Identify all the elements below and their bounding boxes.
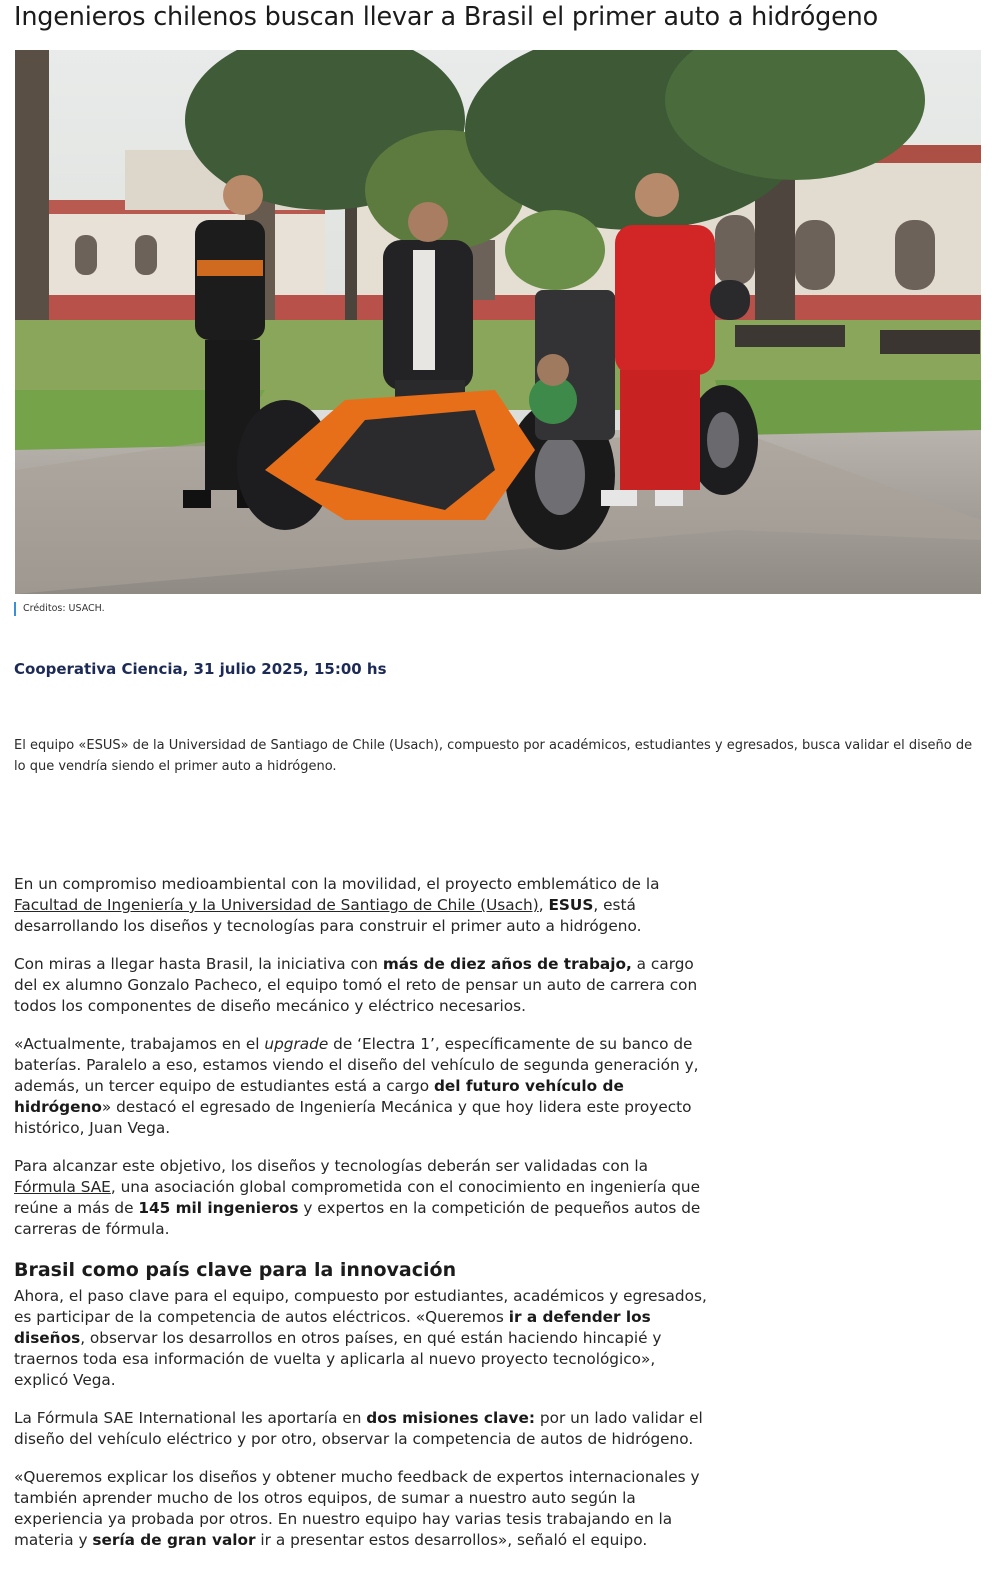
paragraph-text: de ‘Electra 1’, específicamente de su banco de baterías. Paralelo a eso, estamos viendo el diseño del vehículo de segunda generación y, además, un tercer equipo de estudiantes está a cargo bbox=[14, 1035, 699, 1095]
paragraph bbox=[14, 1467, 714, 1551]
bold-text: dos misiones clave: bbox=[366, 1409, 536, 1427]
paragraph-text: y expertos en la competición de pequeños autos de carreras de fórmula. bbox=[14, 1199, 701, 1238]
article-lead: El equipo «ESUS» de la Universidad de Santiago de Chile (Usach), compuesto por académicos, estudiantes y egresados, busca validar el diseño de lo que vendría siendo el primer auto a hidrógeno. bbox=[14, 738, 973, 774]
paragraph bbox=[14, 954, 714, 1017]
paragraph-text: «Actualmente, trabajamos en el bbox=[14, 1035, 265, 1053]
paragraph-text: » destacó el egresado de Ingeniería Mecánica y que hoy lidera este proyecto histórico, Juan Vega. bbox=[14, 1098, 692, 1137]
paragraph-text: En un compromiso medioambiental con la movilidad, el proyecto emblemático de la bbox=[14, 875, 660, 893]
paragraph-text: Con miras a llegar hasta Brasil, la iniciativa con bbox=[14, 955, 383, 973]
bold-text: más de diez años de trabajo, bbox=[382, 955, 632, 973]
paragraph-text: ir a presentar estos desarrollos», señaló el equipo. bbox=[255, 1531, 648, 1549]
photo-illustration bbox=[15, 50, 981, 594]
paragraph bbox=[14, 1286, 714, 1391]
paragraph-text: , está desarrollando los diseños y tecnologías para construir el primer auto a hidrógeno. bbox=[14, 896, 642, 935]
article-dateline: Cooperativa Ciencia, 31 julio 2025, 15:00 hs bbox=[14, 660, 387, 678]
link-formula-sae[interactable]: Fórmula SAE bbox=[14, 1178, 111, 1196]
paragraph bbox=[14, 874, 714, 937]
bold-text: ir a defender los diseños bbox=[14, 1308, 651, 1347]
article-headline: Ingenieros chilenos buscan llevar a Brasil el primer auto a hidrógeno bbox=[14, 2, 878, 32]
article-photo bbox=[15, 50, 981, 594]
paragraph-text: Para alcanzar este objetivo, los diseños y tecnologías deberán ser validadas con la bbox=[14, 1157, 648, 1175]
article-subheading: Brasil como país clave para la innovación bbox=[14, 1259, 457, 1281]
bold-text: ESUS bbox=[548, 896, 594, 914]
paragraph-text: , observar los desarrollos en otros países, en qué están haciendo hincapié y traernos toda esa información de vuelta y aplicarla al nuevo proyecto tecnológico», explicó Vega. bbox=[14, 1329, 662, 1389]
paragraph-text: , bbox=[538, 896, 549, 914]
paragraph bbox=[14, 1034, 714, 1139]
paragraph-text: por un lado validar el diseño del vehículo eléctrico y por otro, observar la competencia de autos de hidrógeno. bbox=[14, 1409, 703, 1448]
bold-text: sería de gran valor bbox=[92, 1531, 256, 1549]
bold-text: 145 mil ingenieros bbox=[138, 1199, 299, 1217]
link-facultad-ingenieria[interactable]: Facultad de Ingeniería y la Universidad de Santiago de Chile (Usach) bbox=[14, 896, 539, 914]
italic-text: upgrade bbox=[264, 1035, 329, 1053]
bold-text: del futuro vehículo de hidrógeno bbox=[14, 1077, 624, 1116]
paragraph-text: Ahora, el paso clave para el equipo, compuesto por estudiantes, académicos y egresados, es participar de la competencia de autos eléctricos. «Queremos bbox=[14, 1287, 707, 1326]
paragraph bbox=[14, 1156, 714, 1240]
paragraph-text: La Fórmula SAE International les aportaría en bbox=[14, 1409, 367, 1427]
paragraph-text: a cargo del ex alumno Gonzalo Pacheco, el equipo tomó el reto de pensar un auto de carrera con todos los componentes de diseño mecánico y eléctrico necesarios. bbox=[14, 955, 698, 1015]
article-body bbox=[14, 874, 714, 1568]
photo-credit: Créditos: USACH. bbox=[14, 602, 105, 616]
paragraph-text: , una asociación global comprometida con el conocimiento en ingeniería que reúne a más de bbox=[14, 1178, 701, 1217]
paragraph-text: «Queremos explicar los diseños y obtener mucho feedback de expertos internacionales y también aprender mucho de los otros equipos, de sumar a nuestro auto según la experiencia ya probada por otros. En nuestro equipo hay varias tesis trabajando en la materia y bbox=[14, 1468, 700, 1549]
paragraph bbox=[14, 1408, 714, 1450]
